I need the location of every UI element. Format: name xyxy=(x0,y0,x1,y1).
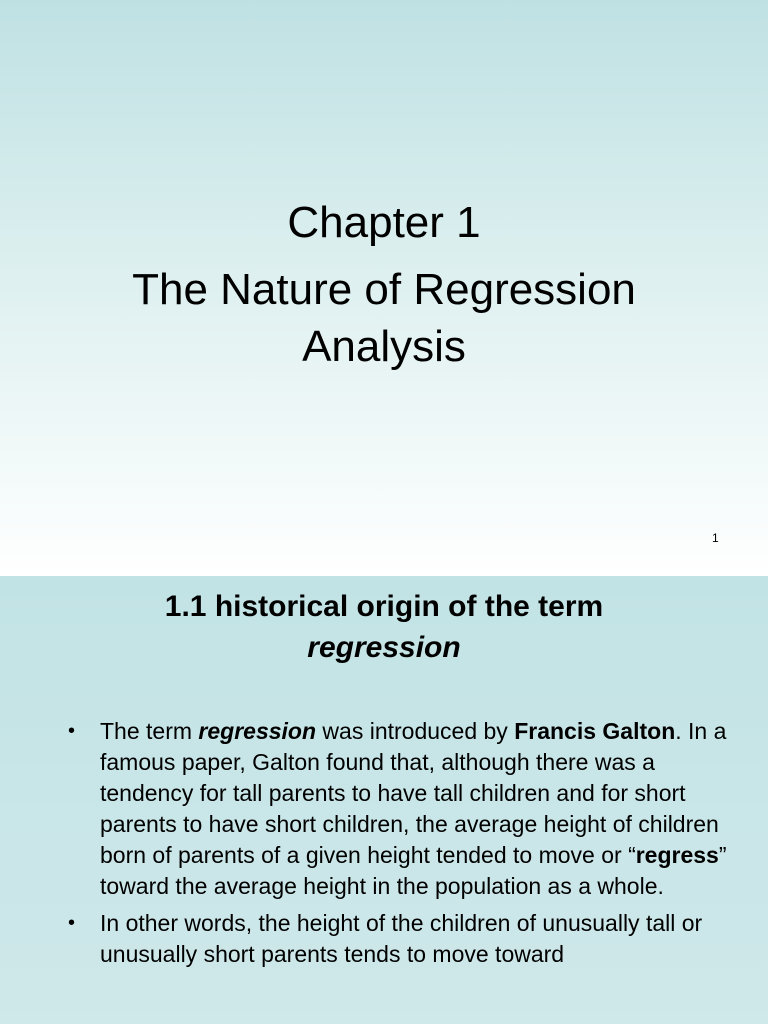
bullet-marker: • xyxy=(68,912,76,934)
bullet-item-galton xyxy=(0,716,768,902)
section-heading-term: regression xyxy=(307,631,461,664)
slide-number: 1 xyxy=(712,531,719,545)
bullet-text: ” toward the average height in the population as a whole. xyxy=(100,842,727,899)
person-name: Francis Galton xyxy=(514,718,676,744)
bullet-item-other-words xyxy=(0,908,768,970)
content-slide xyxy=(0,576,768,1024)
section-heading-line-1: 1.1 historical origin of the term xyxy=(164,590,604,623)
chapter-title: Chapter 1 xyxy=(287,198,481,247)
chapter-subtitle-line-2: Analysis xyxy=(302,322,466,371)
bullet-marker: • xyxy=(68,720,76,742)
bullet-text: The term xyxy=(100,718,199,744)
chapter-subtitle-line-1: The Nature of Regression xyxy=(132,265,636,314)
bullet-list xyxy=(0,716,768,976)
bullet-text: In other words, the height of the children of unusually tall or unusually short parents tends to move toward xyxy=(100,910,703,967)
term-regress: regress xyxy=(635,842,719,868)
section-heading xyxy=(0,586,768,668)
bullet-text: . In a famous paper, Galton found that, although there was a tendency for tall parents to have tall children and for short parents to have short children, the average height of children born of parents of a given height tended to move or “ xyxy=(100,718,727,868)
term-regression: regression xyxy=(198,718,317,744)
bullet-text: was introduced by xyxy=(316,718,515,744)
